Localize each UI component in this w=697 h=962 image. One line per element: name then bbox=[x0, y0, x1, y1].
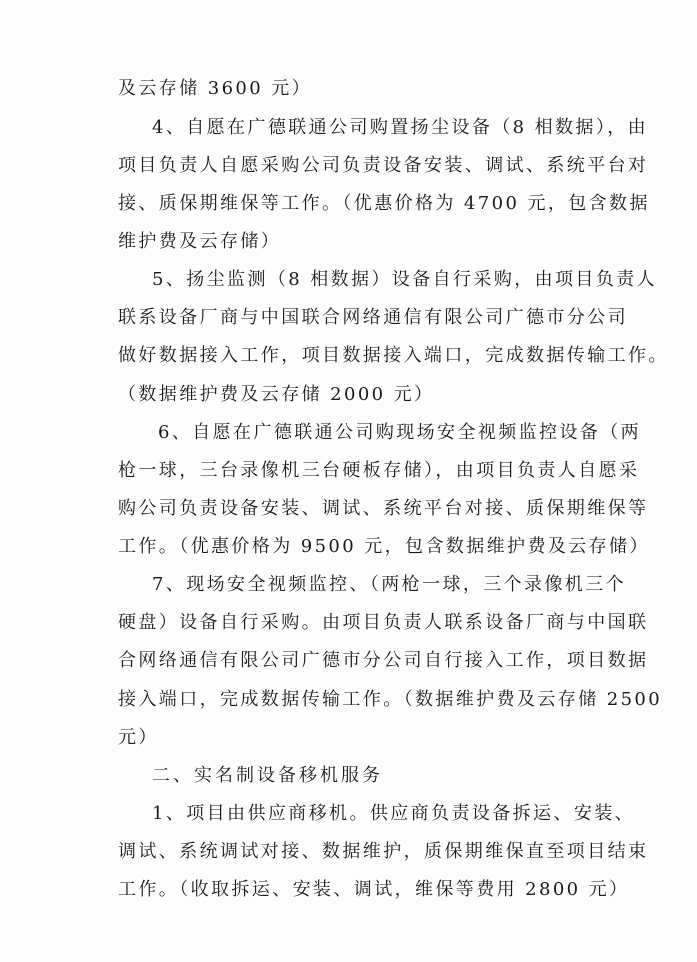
text-line: 枪一球，三台录像机三台硬板存储），由项目负责人自愿采 bbox=[118, 460, 640, 481]
text-line: 做好数据接入工作，项目数据接入端口，完成数据传输工作。 bbox=[118, 345, 669, 366]
paragraph-6-start: 6、自愿在广德联通公司购现场安全视频监控设备（两 bbox=[158, 422, 642, 443]
paragraph-5-start: 5、扬尘监测（8 相数据）设备自行采购，由项目负责人 bbox=[152, 269, 658, 290]
text-line: 元） bbox=[118, 727, 159, 748]
paragraph-1-start: 1、项目由供应商移机。供应商负责设备拆运、安装、 bbox=[152, 803, 636, 824]
paragraph-4-start: 4、自愿在广德联通公司购置扬尘设备（8 相数据），由 bbox=[152, 117, 649, 138]
text-line: 调试、系统调试对接、数据维护，质保期维保直至项目结束 bbox=[118, 841, 649, 862]
text-line: 工作。（优惠价格为 9500 元，包含数据维护费及云存储） bbox=[118, 536, 650, 557]
text-line: 工作。（收取拆运、安装、调试，维保等费用 2800 元） bbox=[118, 879, 630, 900]
text-line: 维护费及云存储） bbox=[118, 231, 282, 252]
text-line: 及云存储 3600 元） bbox=[118, 78, 313, 99]
text-line: 硬盘）设备自行采购。由项目负责人联系设备厂商与中国联 bbox=[118, 612, 649, 633]
text-line: 购公司负责设备安装、调试、系统平台对接、质保期维保等 bbox=[118, 498, 649, 519]
text-line: （数据维护费及云存储 2000 元） bbox=[118, 384, 435, 405]
section-heading: 二、实名制设备移机服务 bbox=[152, 765, 383, 786]
text-line: 项目负责人自愿采购公司负责设备安装、调试、系统平台对 bbox=[118, 155, 649, 176]
text-line: 联系设备厂商与中国联合网络通信有限公司广德市分公司 bbox=[118, 307, 628, 328]
paragraph-7-start: 7、现场安全视频监控、（两枪一球，三个录像机三个 bbox=[152, 574, 627, 595]
text-line: 合网络通信有限公司广德市分公司自行接入工作，项目数据 bbox=[118, 650, 649, 671]
text-line: 接入端口，完成数据传输工作。（数据维护费及云存储 2500 bbox=[118, 689, 663, 710]
text-line: 接、质保期维保等工作。（优惠价格为 4700 元，包含数据 bbox=[118, 193, 650, 214]
